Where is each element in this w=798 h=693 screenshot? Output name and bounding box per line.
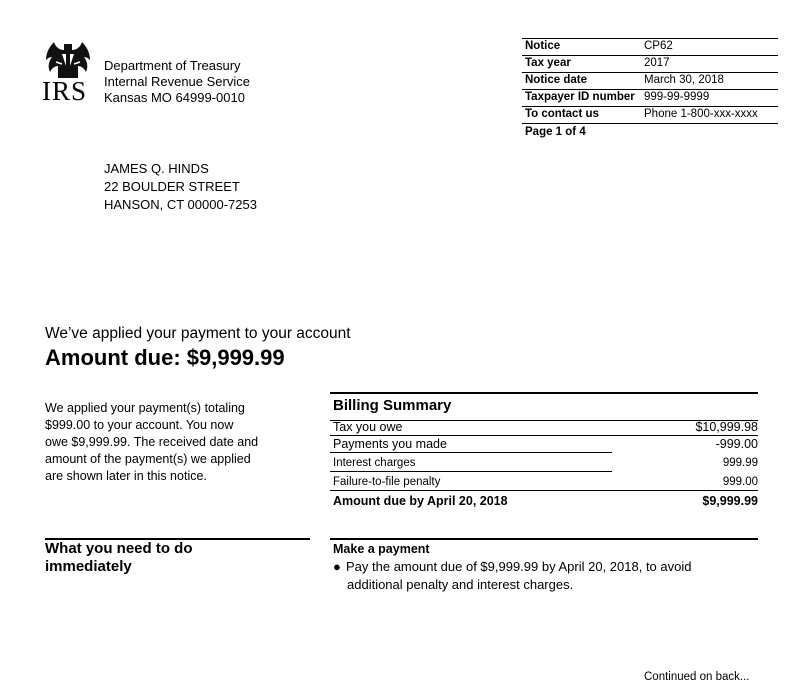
continued-note: Continued on back... [644, 671, 750, 683]
agency-line-3: Kansas MO 64999-0010 [104, 90, 245, 105]
what-to-do-heading [45, 540, 245, 576]
notice-date-value: March 30, 2018 [644, 74, 724, 86]
instruction-line: Pay the amount due of $9,999.99 by April 20, 2018, to avoid [346, 559, 692, 574]
page-number: Page 1 of 4 [525, 126, 586, 138]
taxpayer-id-value: 999-99-9999 [644, 91, 710, 103]
tax-year-row [522, 56, 778, 73]
amount-due-heading: Amount due: $9,999.99 [45, 345, 285, 370]
paragraph-line: amount of the payment(s) we applied [45, 452, 251, 466]
notice-row-value: CP62 [644, 40, 673, 52]
billing-label: Interest charges [333, 457, 416, 469]
headline-intro: We’ve applied your payment to your account [45, 325, 351, 342]
paragraph-line: owe $9,999.99. The received date and [45, 435, 259, 449]
notice-date-row [522, 73, 778, 90]
agency-line-1: Department of Treasury [104, 58, 241, 73]
billing-value: $10,999.98 [695, 420, 758, 434]
billing-label: Failure-to-file penalty [333, 476, 441, 488]
taxpayer-name: JAMES Q. HINDS [104, 161, 209, 176]
billing-total-value: $9,999.99 [702, 494, 758, 508]
contact-label: To contact us [525, 108, 599, 120]
notice-date-label: Notice date [525, 74, 587, 86]
billing-row-payments [330, 436, 758, 453]
logo-text: IRS [42, 76, 88, 106]
paragraph-line: $999.00 to your account. You now [45, 418, 234, 432]
notice-row [522, 38, 778, 56]
section-divider [330, 538, 758, 540]
irs-logo [42, 38, 94, 104]
billing-value: -999.00 [715, 437, 758, 451]
instruction-line: additional penalty and interest charges. [347, 577, 574, 592]
payment-explanation [45, 400, 290, 485]
heading-line: What you need to do [45, 540, 193, 557]
contact-value: Phone 1-800-xxx-xxxx [644, 108, 758, 120]
taxpayer-id-label: Taxpayer ID number [525, 91, 635, 103]
contact-row [522, 107, 778, 124]
billing-summary [330, 392, 758, 509]
payment-instruction [333, 558, 753, 594]
billing-label: Payments you made [333, 437, 447, 451]
billing-row-tax [330, 419, 758, 436]
taxpayer-city: HANSON, CT 00000-7253 [104, 197, 257, 212]
billing-summary-title: Billing Summary [333, 397, 452, 414]
make-payment-heading: Make a payment [333, 542, 430, 556]
bullet-icon: ● [333, 559, 341, 574]
paragraph-line: are shown later in this notice. [45, 469, 207, 483]
billing-row-total [330, 491, 758, 509]
paragraph-line: We applied your payment(s) totaling [45, 401, 245, 415]
tax-year-label: Tax year [525, 57, 571, 69]
tax-year-value: 2017 [644, 57, 670, 69]
taxpayer-id-row [522, 90, 778, 107]
agency-address [104, 58, 250, 106]
notice-row-label: Notice [525, 40, 561, 52]
taxpayer-address [104, 160, 257, 214]
billing-total-label: Amount due by April 20, 2018 [333, 494, 508, 508]
notice-info-table [522, 38, 778, 138]
billing-label: Tax you owe [333, 420, 403, 434]
agency-line-2: Internal Revenue Service [104, 74, 250, 89]
taxpayer-street: 22 BOULDER STREET [104, 179, 240, 194]
billing-row-interest [330, 453, 758, 472]
heading-line: immediately [45, 558, 132, 575]
billing-row-penalty [330, 472, 758, 491]
billing-value: 999.99 [722, 457, 758, 469]
billing-value: 999.00 [722, 476, 758, 488]
